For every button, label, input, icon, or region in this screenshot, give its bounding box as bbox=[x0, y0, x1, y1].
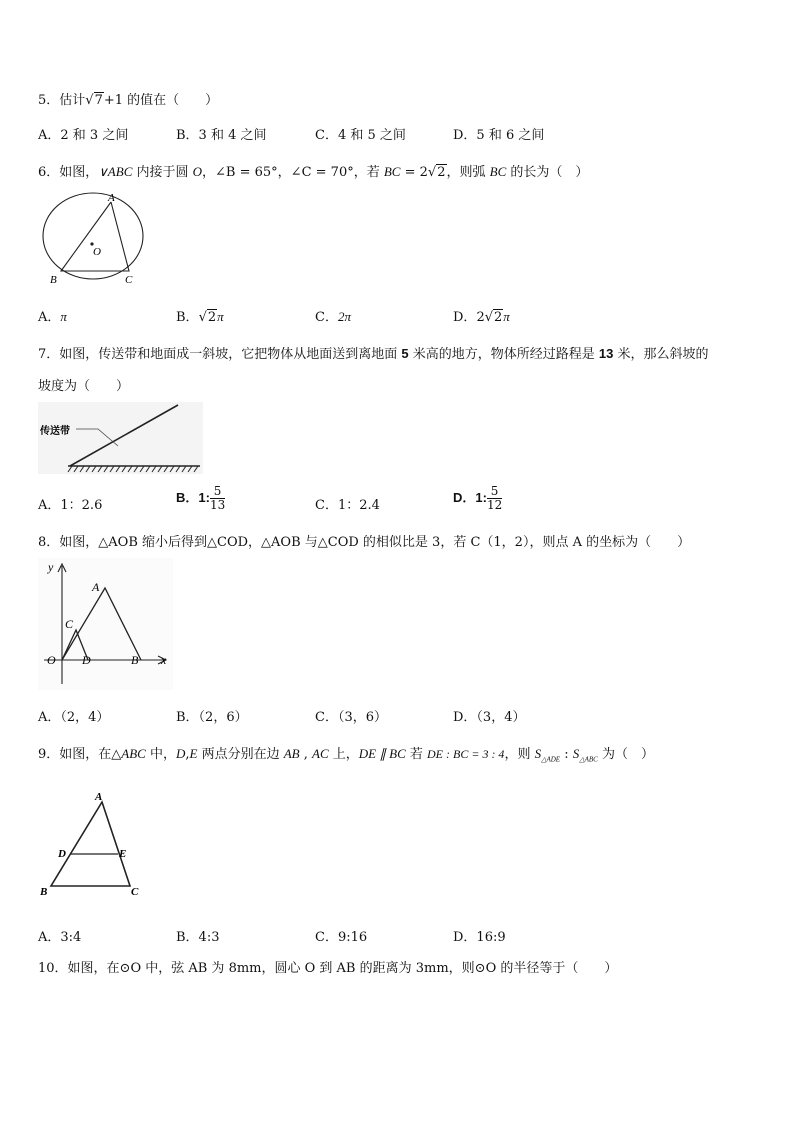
q6-option-c-value: 2π bbox=[337, 309, 351, 324]
q8-number: 8． bbox=[38, 535, 60, 550]
q9-option-a[interactable]: A．3:4 bbox=[38, 930, 82, 945]
q9-colon: : bbox=[560, 747, 573, 762]
q8-label-d: D bbox=[82, 653, 91, 667]
q9-abc: ABC bbox=[121, 746, 146, 761]
q6-text-a: 如图， bbox=[59, 165, 99, 180]
q9-ratio: DE : BC = 3 : 4 bbox=[427, 747, 505, 761]
q7-distance: 13 bbox=[598, 346, 614, 361]
q7-option-b-den: 13 bbox=[209, 498, 226, 512]
q9-e: E bbox=[189, 746, 198, 761]
q6-option-d-radicand: 2 bbox=[494, 310, 503, 325]
q8-option-a[interactable]: A．（2，4） bbox=[38, 710, 110, 725]
q7-option-d-label: D．1: bbox=[453, 490, 487, 505]
q6-option-b-radicand: 2 bbox=[207, 310, 217, 325]
q10-text: 如图，在⊙O 中，弦 AB 为 8mm，圆心 O 到 AB 的距离为 3mm，则⊙O 的半径等于（ ） bbox=[67, 961, 618, 976]
q9-label-e: E bbox=[119, 848, 127, 860]
q9-ac: AC bbox=[312, 746, 329, 761]
q8-option-b[interactable]: B．（2，6） bbox=[176, 710, 248, 725]
q6-option-b-label: B． bbox=[176, 310, 199, 325]
q9-text-end: 为（ ） bbox=[597, 747, 654, 762]
q7-height: 5 bbox=[401, 346, 409, 361]
q7-text-e: 米，那么斜坡的 bbox=[613, 347, 709, 362]
q8-stem bbox=[38, 531, 690, 550]
q6-text-e: 的长为（ ） bbox=[506, 165, 589, 180]
q6-label-b: B bbox=[50, 274, 57, 286]
q9-then: ，则 bbox=[504, 747, 535, 762]
q9-label-a: A bbox=[95, 791, 103, 803]
q7-text-a: 如图，传送带和地面成一斜坡，它把物体从地面送到离地面 bbox=[59, 347, 402, 362]
q6-radicand: 2 bbox=[437, 165, 446, 180]
q7-option-d-num: 5 bbox=[487, 485, 502, 499]
q9-s2-sub: △ABC bbox=[579, 755, 598, 764]
q6-option-d-prefix: 2 bbox=[476, 310, 485, 325]
q6-option-a-value: π bbox=[60, 309, 67, 324]
q6-eq: = 2 bbox=[400, 165, 428, 180]
q5-option-c[interactable]: C．4 和 5 之间 bbox=[315, 128, 406, 143]
q9-label-c: C bbox=[131, 886, 139, 898]
q8-label-a: A bbox=[92, 580, 100, 594]
q9-option-d[interactable]: D．16:9 bbox=[453, 930, 506, 945]
q7-option-d[interactable] bbox=[453, 485, 502, 512]
q7-option-b-num: 5 bbox=[210, 485, 225, 499]
q9-text-a: 如图，在△ bbox=[59, 747, 122, 762]
q6-text-d: ，则弧 bbox=[446, 165, 490, 180]
q10-number: 10． bbox=[38, 961, 68, 976]
q6-circle-o: O bbox=[192, 164, 203, 179]
q7-number: 7． bbox=[38, 347, 60, 362]
q9-label-d: D bbox=[58, 848, 66, 860]
q6-bc2: BC bbox=[489, 164, 507, 179]
q5-radicand: 7 bbox=[94, 93, 103, 108]
q7-label-conveyor: 传送带 bbox=[40, 426, 70, 437]
q5-option-a[interactable]: A．2 和 3 之间 bbox=[38, 128, 129, 143]
q9-option-c[interactable]: C．9:16 bbox=[315, 930, 368, 945]
q9-comma: , bbox=[185, 747, 190, 762]
q8-label-x: x bbox=[161, 653, 167, 667]
q7-option-c[interactable]: C．1：2.4 bbox=[315, 498, 380, 513]
q8-text: 如图，△AOB 缩小后得到△COD，△AOB 与△COD 的相似比是 3，若 C（1，2），则点 A 的坐标为（ ） bbox=[59, 535, 691, 550]
q6-label-a: A bbox=[108, 192, 115, 204]
q9-parallel: DE ∥ BC bbox=[358, 746, 406, 761]
q7-stem-line2: 坡度为（ ） bbox=[38, 379, 130, 394]
q6-option-d-suffix: π bbox=[503, 309, 510, 324]
q7-option-b[interactable] bbox=[176, 485, 225, 512]
q9-stem bbox=[38, 743, 654, 764]
q6-option-c[interactable] bbox=[315, 306, 351, 325]
q8-label-o: O bbox=[47, 653, 56, 667]
q9-text-b: 中， bbox=[145, 747, 176, 762]
q9-comma2: , bbox=[299, 747, 313, 762]
q7-option-d-den: 12 bbox=[486, 498, 503, 512]
q5-option-b[interactable]: B．3 和 4 之间 bbox=[176, 128, 267, 143]
q9-option-b[interactable]: B．4:3 bbox=[176, 930, 220, 945]
q6-option-d[interactable]: D．2√2π bbox=[453, 309, 510, 325]
q6-option-d-label: D． bbox=[453, 310, 477, 325]
q8-option-d[interactable]: D．（3，4） bbox=[453, 710, 526, 725]
q6-number: 6． bbox=[38, 165, 60, 180]
q5-number: 5． bbox=[38, 93, 60, 108]
q9-ab: AB bbox=[283, 746, 300, 761]
q6-option-a[interactable] bbox=[38, 306, 67, 325]
q6-option-b-suffix: π bbox=[217, 309, 224, 324]
q8-label-c: C bbox=[65, 617, 74, 631]
q6-figure-circle bbox=[40, 188, 150, 288]
q6-text-c: ，∠B = 65°，∠C = 70°，若 bbox=[202, 165, 384, 180]
q6-option-a-label: A． bbox=[38, 310, 61, 325]
q10-stem bbox=[38, 957, 617, 976]
q8-option-c[interactable]: C．（3，6） bbox=[315, 710, 387, 725]
q8-label-y: y bbox=[48, 560, 54, 574]
q9-label-b: B bbox=[40, 886, 48, 898]
q9-text-d: 上， bbox=[328, 747, 359, 762]
q6-stem: 6．如图，∨ABC 内接于圆 O，∠B = 65°，∠C = 70°，若 BC = 2√2，则弧 BC 的长为（ ） bbox=[38, 164, 589, 180]
q5-text-post: +1 的值在（ ） bbox=[103, 93, 219, 108]
q6-label-c: C bbox=[125, 274, 133, 286]
q7-stem-line1 bbox=[38, 343, 709, 362]
q7-option-a[interactable]: A．1：2.6 bbox=[38, 498, 103, 513]
q9-s2: S bbox=[572, 746, 580, 761]
q7-figure-conveyor bbox=[38, 402, 203, 474]
q5-text-pre: 估计 bbox=[59, 93, 86, 108]
q8-label-b: B bbox=[131, 653, 139, 667]
q5-option-d[interactable]: D．5 和 6 之间 bbox=[453, 128, 545, 143]
q6-option-c-label: C． bbox=[315, 310, 338, 325]
q6-triangle: ∨ABC bbox=[98, 164, 133, 179]
q9-s1: S bbox=[534, 746, 542, 761]
q9-d: D bbox=[175, 746, 186, 761]
q6-option-b[interactable]: B．√2π bbox=[176, 309, 224, 325]
q6-label-o: O bbox=[93, 246, 101, 258]
q9-figure-triangle bbox=[36, 788, 146, 900]
q7-option-b-label: B．1: bbox=[176, 490, 210, 505]
q5-stem: 5．估计√7+1 的值在（ ） bbox=[38, 93, 219, 108]
q9-s1-sub: △ADE bbox=[541, 755, 561, 764]
q8-figure-coordinate bbox=[38, 558, 173, 690]
q9-if: 若 bbox=[405, 747, 428, 762]
q6-text-b: 内接于圆 bbox=[132, 165, 193, 180]
q9-text-c: 两点分别在边 bbox=[197, 747, 284, 762]
q7-text-c: 米高的地方，物体所经过路程是 bbox=[408, 347, 599, 362]
q9-number: 9． bbox=[38, 747, 60, 762]
q6-bc: BC bbox=[383, 164, 401, 179]
